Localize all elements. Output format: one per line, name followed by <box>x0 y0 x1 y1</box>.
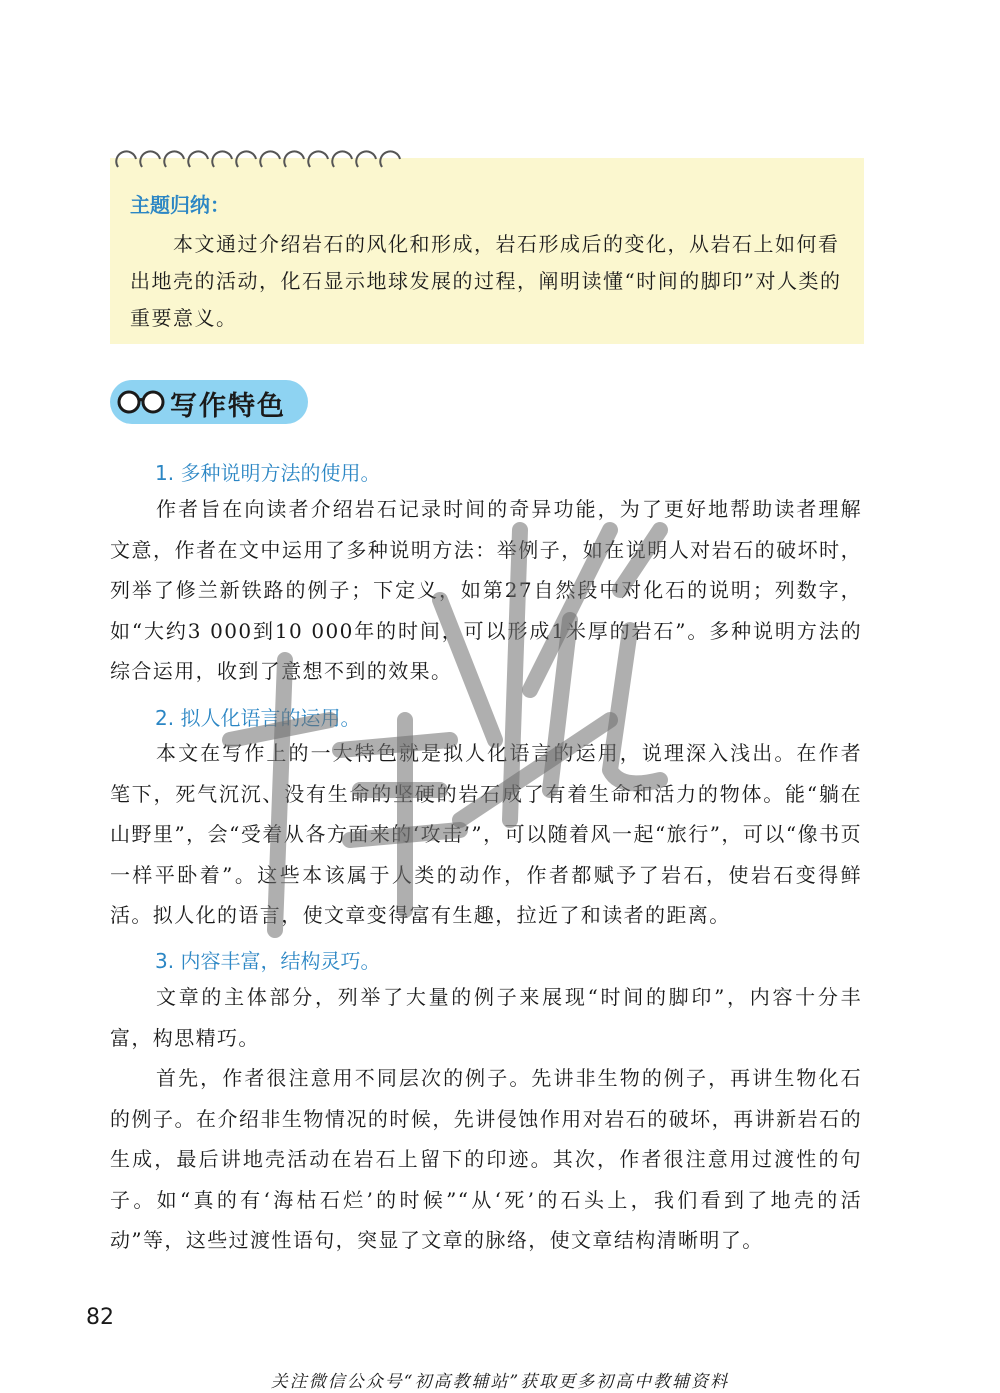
item-paragraph-2: 本文在写作上的一大特色就是拟人化语言的运用，说理深入浅出。在作者笔下，死气沉沉、没有生命的坚硬的岩石成了有着生命和活力的物体。能“躺在山野里”，会“受着从各方面来的‘攻击’”，可以随着风一起“旅行”，可以“像书页一样平卧着”。这些本该属于人类的动作，作者都赋予了岩石，使岩石变得鲜活。拟人化的语言，使文章变得富有生趣，拉近了和读者的距离。 <box>110 741 862 927</box>
item-heading-3: 3. 内容丰富，结构灵巧。 <box>155 949 381 973</box>
glasses-icon <box>116 388 168 416</box>
footer-note: 关注微信公众号“初高教辅站”获取更多初高中教辅资料 <box>270 1372 730 1392</box>
item-paragraph-1: 作者旨在向读者介绍岩石记录时间的奇异功能，为了更好地帮助读者理解文意，作者在文中运用了多种说明方法：举例子，如在说明人对岩石的破坏时，列举了修兰新铁路的例子；下定义，如第27自然段中对化石的说明；列数字，如“大约3 000到10 000年的时间，可以形成1米厚的岩石”。多种说明方法的综合运用，收到了意想不到的效果。 <box>110 497 862 683</box>
item-paragraph-3a: 文章的主体部分，列举了大量的例子来展现“时间的脚印”，内容十分丰富，构思精巧。 <box>110 985 862 1050</box>
item-heading-1: 1. 多种说明方法的使用。 <box>155 461 381 485</box>
note-text: 本文通过介绍岩石的风化和形成，岩石形成后的变化，从岩石上如何看出地壳的活动，化石显示地球发展的过程，阐明读懂“时间的脚印”对人类的重要意义。 <box>130 232 842 330</box>
notebook-rings-icon <box>114 145 404 175</box>
note-title: 主题归纳： <box>130 193 230 217</box>
section-header <box>110 378 310 428</box>
item-heading-2: 2. 拟人化语言的运用。 <box>155 706 361 730</box>
item-paragraph-3b: 首先，作者很注意用不同层次的例子。先讲非生物的例子，再讲生物化石的例子。在介绍非生物情况的时候，先讲侵蚀作用对岩石的破坏，再讲新岩石的生成，最后讲地壳活动在岩石上留下的印迹。其次，作者很注意用过渡性的句子。如“真的有‘海枯石烂’的时候”“从‘死’的石头上，我们看到了地壳的活动”等，这些过渡性语句，突显了文章的脉络，使文章结构清晰明了。 <box>110 1066 862 1252</box>
section-title: 写作特色 <box>170 391 286 422</box>
page-number: 82 <box>86 1305 114 1330</box>
